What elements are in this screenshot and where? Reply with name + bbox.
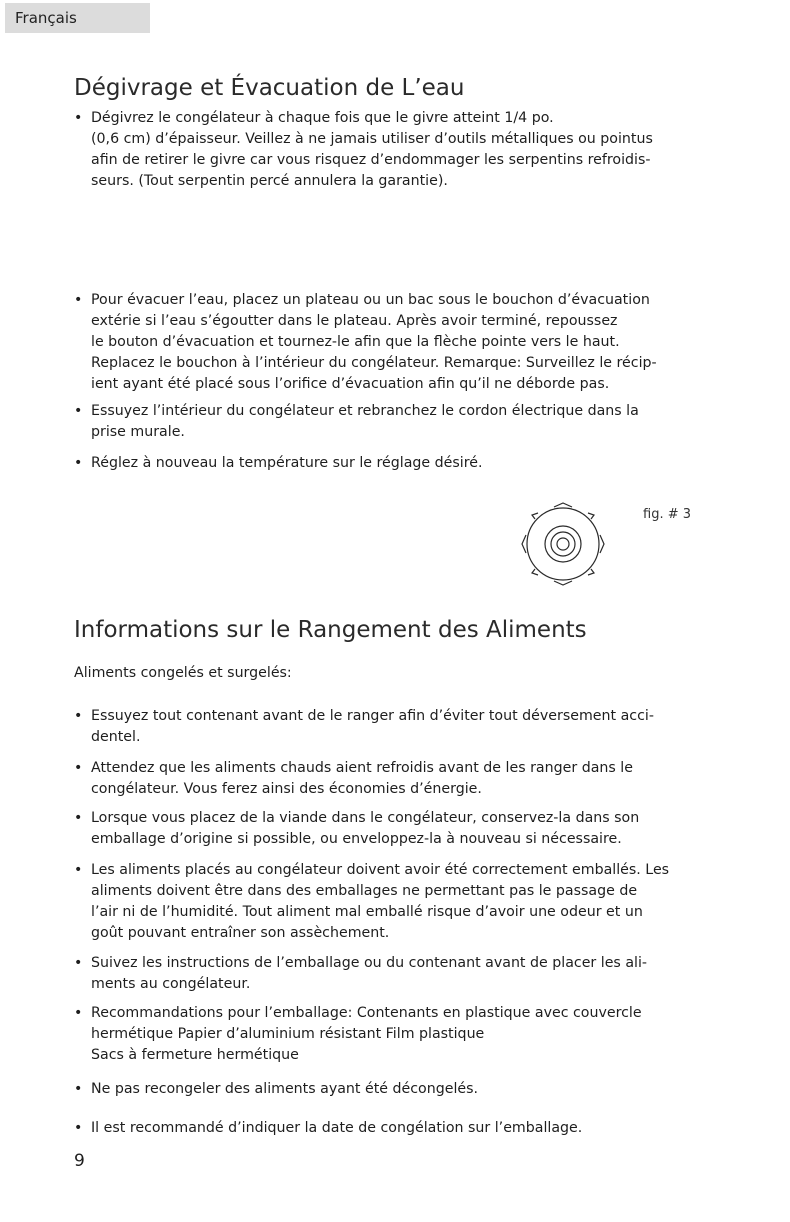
figure-label: fig. # 3 (643, 507, 692, 522)
bullet-icon: • (74, 455, 83, 471)
bullet-icon: • (74, 1120, 83, 1136)
text-line: ments au congélateur. (91, 976, 251, 992)
drain-plug-figure (519, 500, 607, 588)
text-line: Ne pas recongeler des aliments ayant été décongelés. (91, 1081, 479, 1097)
list-item (74, 860, 734, 944)
bullet-icon: • (74, 403, 83, 419)
text-line: Réglez à nouveau la température sur le réglage désiré. (91, 455, 483, 471)
text-line: hermétique Papier d’aluminium résistant Film plastique (91, 1026, 485, 1042)
text-line: le bouton d’évacuation et tournez-le afin que la flèche pointe vers le haut. (91, 334, 620, 350)
bullet-icon: • (74, 955, 83, 971)
text-line: afin de retirer le givre car vous risquez d’endommager les serpentins refroidis- (91, 152, 651, 168)
section-title-defrosting: Dégivrage et Évacuation de L’eau (74, 75, 465, 101)
text-line: (0,6 cm) d’épaisseur. Veillez à ne jamais utiliser d’outils métalliques ou pointus (91, 131, 653, 147)
list-item (74, 953, 734, 995)
list-item (74, 1003, 734, 1066)
text-line: aliments doivent être dans des emballages ne permettant pas le passage de (91, 883, 638, 899)
text-line: Essuyez l’intérieur du congélateur et rebranchez le cordon électrique dans la (91, 403, 639, 419)
section-title-food-storage: Informations sur le Rangement des Aliments (74, 617, 587, 643)
text-line: prise murale. (91, 424, 185, 440)
list-item (74, 1118, 734, 1139)
list-item (74, 808, 734, 850)
text-line: Recommandations pour l’emballage: Contenants en plastique avec couvercle (91, 1005, 642, 1021)
text-line: l’air ni de l’humidité. Tout aliment mal emballé risque d’avoir une odeur et un (91, 904, 643, 920)
bullet-icon: • (74, 810, 83, 826)
text-line: Replacez le bouchon à l’intérieur du congélateur. Remarque: Surveillez le récip- (91, 355, 657, 371)
text-line: Les aliments placés au congélateur doivent avoir été correctement emballés. Les (91, 862, 670, 878)
list-item (74, 706, 734, 748)
bullet-icon: • (74, 110, 83, 126)
bullet-icon: • (74, 708, 83, 724)
list-item (74, 1079, 734, 1100)
list-item (74, 401, 734, 443)
bullet-icon: • (74, 1081, 83, 1097)
list-item (74, 108, 734, 192)
list-item (74, 758, 734, 800)
text-line: Suivez les instructions de l’emballage ou du contenant avant de placer les ali- (91, 955, 648, 971)
text-line: congélateur. Vous ferez ainsi des économies d’énergie. (91, 781, 482, 797)
text-line: seurs. (Tout serpentin percé annulera la garantie). (91, 173, 448, 189)
text-line: Pour évacuer l’eau, placez un plateau ou un bac sous le bouchon d’évacuation (91, 292, 650, 308)
text-line: Sacs à fermeture hermétique (91, 1047, 299, 1063)
text-line: Lorsque vous placez de la viande dans le congélateur, conservez-la dans son (91, 810, 640, 826)
list-item (74, 453, 734, 474)
bullet-icon: • (74, 862, 83, 878)
text-line: Essuyez tout contenant avant de le ranger afin d’éviter tout déversement acci- (91, 708, 654, 724)
text-line: Attendez que les aliments chauds aient refroidis avant de les ranger dans le (91, 760, 633, 776)
intro-text: Aliments congelés et surgelés: (74, 665, 292, 681)
text-line: emballage d’origine si possible, ou enveloppez-la à nouveau si nécessaire. (91, 831, 622, 847)
bullet-icon: • (74, 1005, 83, 1021)
page-number: 9 (74, 1151, 85, 1171)
text-line: dentel. (91, 729, 141, 745)
bullet-icon: • (74, 292, 83, 308)
text-line: extérie si l’eau s’égoutter dans le plateau. Après avoir terminé, repoussez (91, 313, 618, 329)
text-line: goût pouvant entraîner son assèchement. (91, 925, 390, 941)
text-line: Il est recommandé d’indiquer la date de congélation sur l’emballage. (91, 1120, 583, 1136)
bullet-icon: • (74, 760, 83, 776)
text-line: Dégivrez le congélateur à chaque fois que le givre atteint 1/4 po. (91, 110, 554, 126)
list-item (74, 290, 734, 395)
language-tab: Français (5, 3, 150, 33)
text-line: ient ayant été placé sous l’orifice d’évacuation afin qu’il ne déborde pas. (91, 376, 610, 392)
